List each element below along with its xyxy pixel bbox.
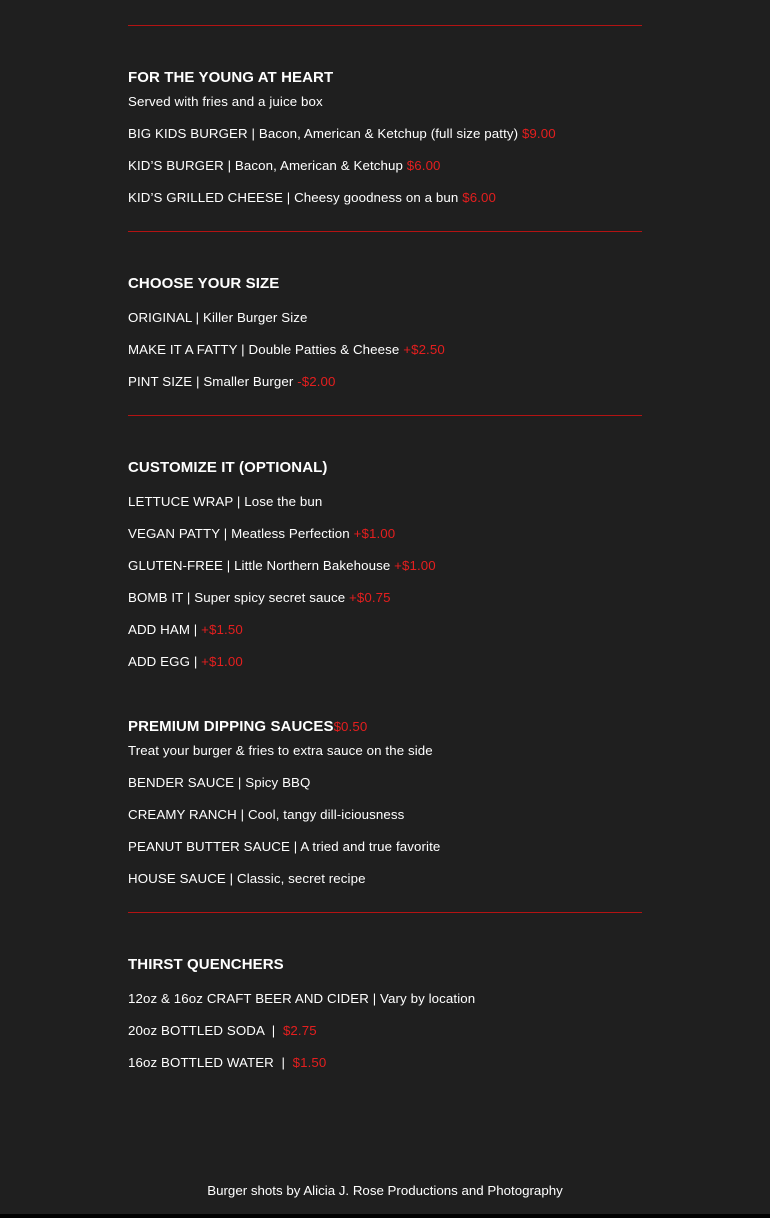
menu-item-price: +$1.00 xyxy=(353,526,396,541)
bottom-bar xyxy=(0,1214,770,1218)
menu-item xyxy=(128,558,436,574)
section-heading-kids: FOR THE YOUNG AT HEART xyxy=(128,69,334,86)
photo-credit: Burger shots by Alicia J. Rose Productions and Photography xyxy=(207,1183,563,1198)
menu-item-text: KID’S BURGER | Bacon, American & Ketchup xyxy=(128,158,403,173)
menu-item xyxy=(128,871,366,887)
section-divider xyxy=(128,912,642,913)
menu-item-price: -$2.00 xyxy=(297,374,336,389)
menu-item-text: HOUSE SAUCE | Classic, secret recipe xyxy=(128,871,366,886)
menu-item-price: +$1.50 xyxy=(201,622,243,637)
menu-item-price: $6.00 xyxy=(462,190,496,205)
menu-item-text: BENDER SAUCE | Spicy BBQ xyxy=(128,775,311,790)
menu-item-text: ORIGINAL | Killer Burger Size xyxy=(128,310,308,325)
menu-item-text: 16oz BOTTLED WATER | xyxy=(128,1055,289,1070)
menu-item-text: PEANUT BUTTER SAUCE | A tried and true favorite xyxy=(128,839,441,854)
menu-item xyxy=(128,190,496,206)
menu-item xyxy=(128,991,475,1007)
menu-item xyxy=(128,839,440,855)
menu-item-price: +$0.75 xyxy=(349,590,391,605)
menu-item xyxy=(128,590,391,606)
menu-item-price: $6.00 xyxy=(406,158,441,173)
menu-item-text: ADD EGG | xyxy=(128,654,198,669)
menu-item xyxy=(128,622,243,638)
menu-item xyxy=(128,807,404,823)
menu-item-text: BIG KIDS BURGER | Bacon, American & Ketchup (full size patty) xyxy=(128,126,519,141)
menu-item xyxy=(128,374,336,390)
menu-item-text: PINT SIZE | Smaller Burger xyxy=(128,374,294,389)
menu-item xyxy=(128,126,556,142)
section-divider xyxy=(128,25,642,26)
section-subtitle-kids: Served with fries and a juice box xyxy=(128,94,323,109)
menu-item-price: +$1.00 xyxy=(394,558,436,573)
menu-item xyxy=(128,654,243,670)
menu-item xyxy=(128,494,322,510)
section-heading-size: CHOOSE YOUR SIZE xyxy=(128,275,280,292)
menu-item xyxy=(128,775,310,791)
section-heading-drinks: THIRST QUENCHERS xyxy=(128,956,284,973)
section-heading-price: $0.50 xyxy=(333,719,368,734)
section-subtitle-sauces: Treat your burger & fries to extra sauce on the side xyxy=(128,743,433,758)
menu-item xyxy=(128,310,308,326)
menu-item xyxy=(128,342,445,358)
menu-item-text: KID’S GRILLED CHEESE | Cheesy goodness on a bun xyxy=(128,190,459,205)
menu-item-price: $2.75 xyxy=(282,1023,317,1038)
menu-item-price: $9.00 xyxy=(521,126,556,141)
menu-item-text: 20oz BOTTLED SODA | xyxy=(128,1023,280,1038)
menu-item xyxy=(128,1055,326,1071)
menu-item-price: +$2.50 xyxy=(403,342,445,357)
menu-item-text: ADD HAM | xyxy=(128,622,198,637)
menu-item xyxy=(128,526,395,542)
menu-item-price: +$1.00 xyxy=(201,654,243,669)
section-divider xyxy=(128,415,642,416)
menu-item-text: CREAMY RANCH | Cool, tangy dill-iciousness xyxy=(128,807,405,822)
menu-item-text: GLUTEN-FREE | Little Northern Bakehouse xyxy=(128,558,391,573)
section-divider xyxy=(128,231,642,232)
section-heading-customize: CUSTOMIZE IT (OPTIONAL) xyxy=(128,459,328,476)
menu-item xyxy=(128,158,441,174)
menu-item-text: LETTUCE WRAP | Lose the bun xyxy=(128,494,323,509)
menu-item-text: MAKE IT A FATTY | Double Patties & Cheese xyxy=(128,342,400,357)
section-heading-sauces xyxy=(128,718,367,736)
menu-item-price: $1.50 xyxy=(292,1055,327,1070)
menu-item-text: BOMB IT | Super spicy secret sauce xyxy=(128,590,346,605)
menu-item xyxy=(128,1023,317,1039)
menu-item-text: VEGAN PATTY | Meatless Perfection xyxy=(128,526,350,541)
section-heading-text: PREMIUM DIPPING SAUCES xyxy=(128,718,334,735)
menu-item-text: 12oz & 16oz CRAFT BEER AND CIDER | Vary by location xyxy=(128,991,476,1006)
